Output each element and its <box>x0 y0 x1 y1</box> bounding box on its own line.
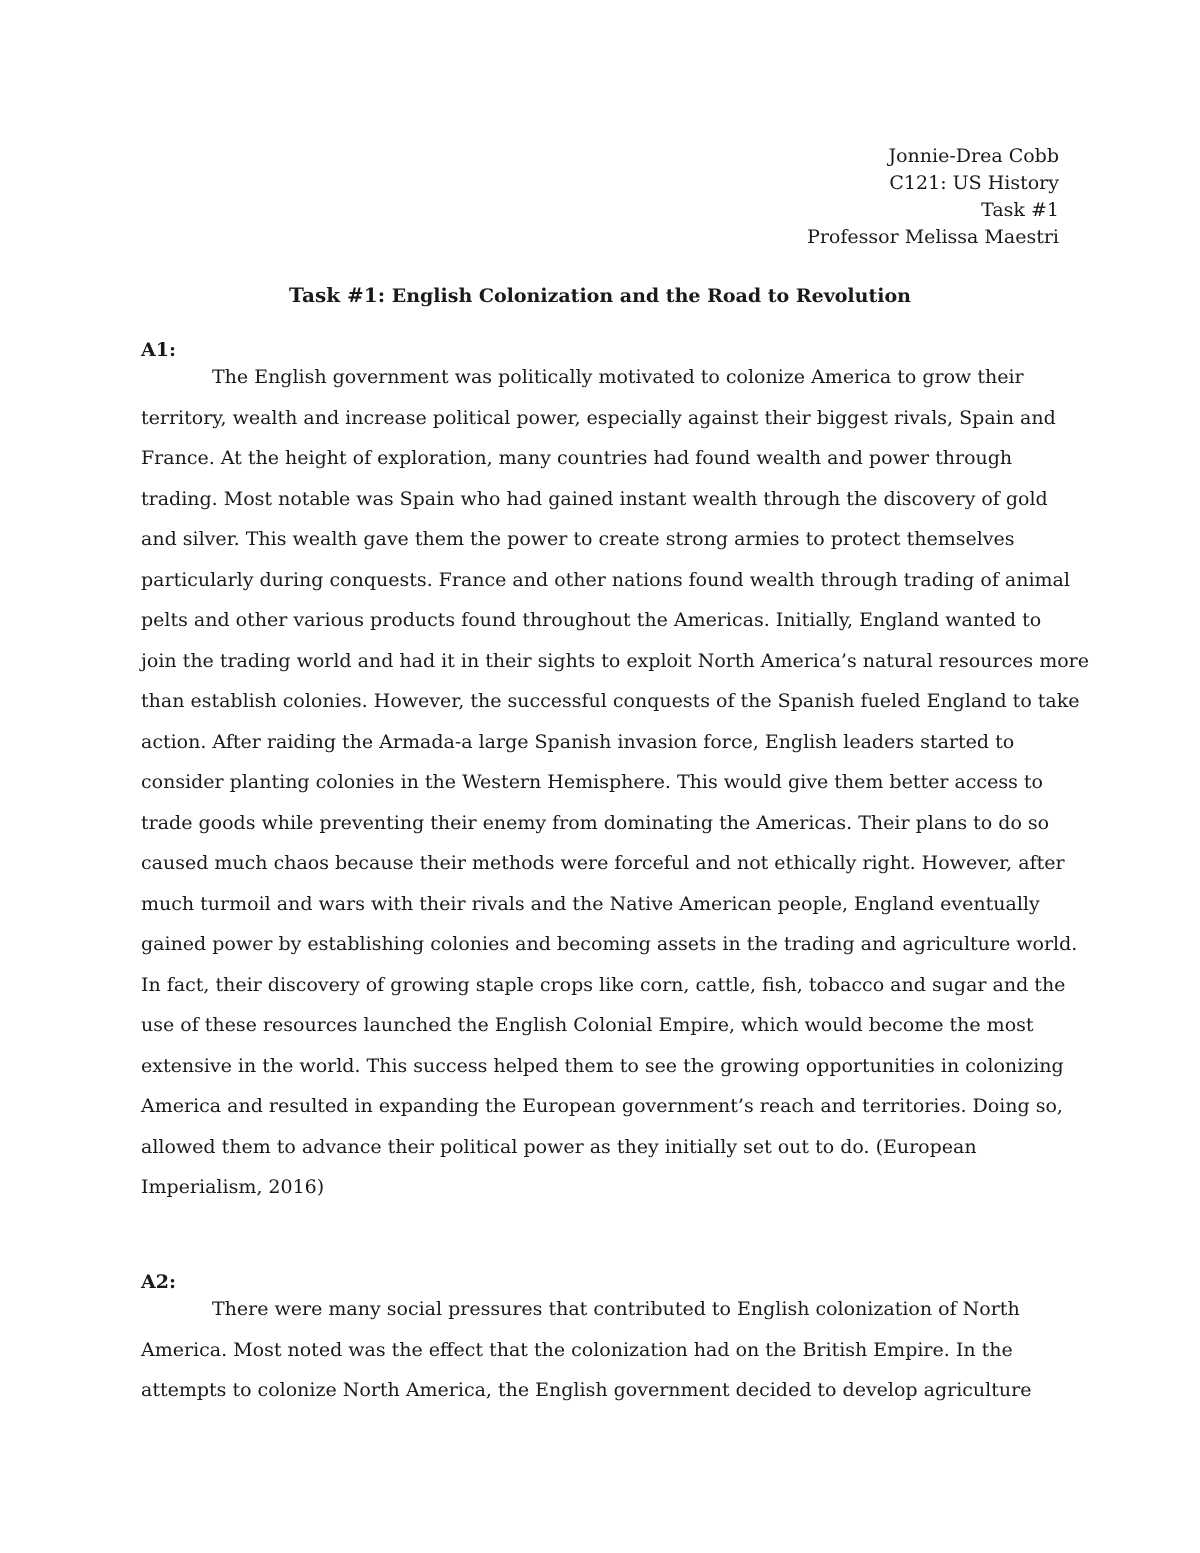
paragraph-line: and silver. This wealth gave them the power to create strong armies to protect themselves <box>141 528 1015 550</box>
title-prefix: Task #1: <box>289 283 386 307</box>
section-label-a2: A2: <box>141 1271 176 1293</box>
document-title <box>0 281 1200 310</box>
paragraph-line: trade goods while preventing their enemy from dominating the Americas. Their plans to do so <box>141 812 1050 834</box>
paragraph-line: America and resulted in expanding the European government’s reach and territories. Doing so, <box>141 1095 1063 1117</box>
paragraph-line: In fact, their discovery of growing staple crops like corn, cattle, fish, tobacco and sugar and the <box>141 974 1066 996</box>
paragraph-line: territory, wealth and increase political power, especially against their biggest rivals, Spain and <box>141 407 1056 429</box>
paragraph-line: pelts and other various products found throughout the Americas. Initially, England wanted to <box>141 609 1042 631</box>
paragraph-line: gained power by establishing colonies and becoming assets in the trading and agriculture world. <box>141 933 1078 955</box>
paragraph-line: The English government was politically motivated to colonize America to grow their <box>212 366 1024 388</box>
paragraph-line: particularly during conquests. France and other nations found wealth through trading of animal <box>141 569 1070 591</box>
paragraph-line: France. At the height of exploration, many countries had found wealth and power through <box>141 447 1013 469</box>
professor-name: Professor Melissa Maestri <box>807 226 1059 248</box>
paragraph-line: America. Most noted was the effect that the colonization had on the British Empire. In the <box>141 1339 1013 1361</box>
title-text: English Colonization and the Road to Revolution <box>385 285 911 307</box>
section-label-a1: A1: <box>141 339 176 361</box>
course-name: C121: US History <box>889 172 1059 194</box>
paragraph-line: join the trading world and had it in their sights to exploit North America’s natural resources more <box>141 650 1089 672</box>
paragraph-line: trading. Most notable was Spain who had gained instant wealth through the discovery of gold <box>141 488 1048 510</box>
paragraph-line: much turmoil and wars with their rivals and the Native American people, England eventually <box>141 893 1040 915</box>
paragraph-line: Imperialism, 2016) <box>141 1176 325 1198</box>
paragraph-line: allowed them to advance their political power as they initially set out to do. (European <box>141 1136 977 1158</box>
paragraph-line: consider planting colonies in the Western Hemisphere. This would give them better access to <box>141 771 1043 793</box>
paragraph-line: attempts to colonize North America, the English government decided to develop agriculture <box>141 1379 1032 1401</box>
paragraph-line: use of these resources launched the English Colonial Empire, which would become the most <box>141 1014 1034 1036</box>
task-number: Task #1 <box>981 199 1059 221</box>
paragraph-line: than establish colonies. However, the successful conquests of the Spanish fueled England to take <box>141 690 1080 712</box>
header-block <box>807 143 1059 251</box>
paragraph-line: extensive in the world. This success helped them to see the growing opportunities in colonizing <box>141 1055 1064 1077</box>
paragraph-line: There were many social pressures that contributed to English colonization of North <box>212 1298 1020 1320</box>
paragraph-line: action. After raiding the Armada-a large Spanish invasion force, English leaders started to <box>141 731 1015 753</box>
paragraph-line: caused much chaos because their methods were forceful and not ethically right. However, after <box>141 852 1065 874</box>
author-name: Jonnie-Drea Cobb <box>888 145 1059 167</box>
